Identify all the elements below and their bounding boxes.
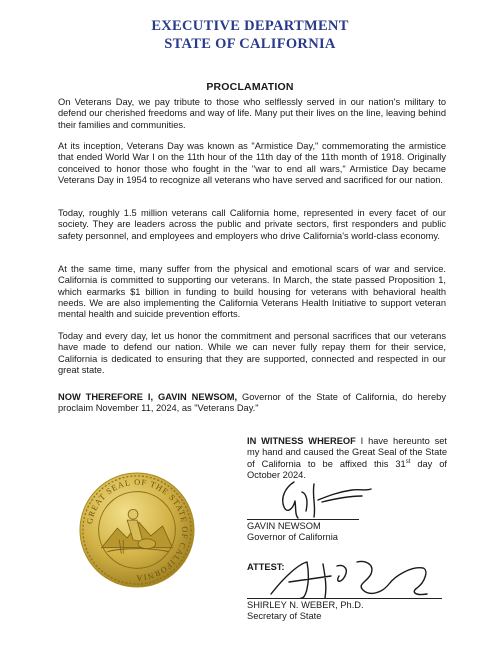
governor-block xyxy=(247,521,338,544)
paragraph-2: At its inception, Veterans Day was known as "Armistice Day," commemorating the armistice that ended World War I on the 11th hour of the 11th day of the 11th month of 1918. Originally conceived to honor those who fought in the "war to end all wars," Armistice Day became Veterans Day in 1954 to recognize all veterans who have served and sacrificed for our nation. xyxy=(58,141,446,185)
attest-label: ATTEST: xyxy=(247,562,285,572)
secretary-block xyxy=(247,600,364,623)
witness-bold: IN WITNESS WHEREOF xyxy=(247,436,356,446)
witness-paragraph xyxy=(247,436,447,481)
governor-name: GAVIN NEWSOM xyxy=(247,521,321,531)
governor-title: Governor of California xyxy=(247,532,338,543)
witness-text-end: day of October 2024. xyxy=(247,458,447,480)
secretary-signature xyxy=(265,554,435,604)
paragraph-5: Today and every day, let us honor the commitment and personal sacrifices that our veterans have made to defend our nation. While we can never fully repay them for their service, California is dedicated to ensuring that they are supported, connected and respected in our great state. xyxy=(58,331,446,375)
declaration-bold: NOW THEREFORE I, GAVIN NEWSOM, xyxy=(58,392,238,402)
secretary-name: SHIRLEY N. WEBER, Ph.D. xyxy=(247,600,364,610)
paragraph-3: Today, roughly 1.5 million veterans call California home, represented in every facet of our society. They are leaders across the public and private sectors, first responders and public safety personnel, and employees and employers who drive California's world-class economy. xyxy=(58,208,446,241)
great-seal-icon xyxy=(78,471,196,589)
header-line-2: STATE OF CALIFORNIA xyxy=(164,36,336,52)
secretary-signature-line xyxy=(247,598,442,599)
declaration-paragraph xyxy=(58,392,446,415)
paragraph-1: On Veterans Day, we pay tribute to those who selflessly served in our nation's military to defend our cherished freedoms and way of life. Many put their lives on the line, leaving behind their families and communities. xyxy=(58,97,446,130)
declaration-text: Governor of the State of California, do hereby proclaim November 11, 2024, as "Veterans Day." xyxy=(58,392,446,414)
seal-ring-text: GREAT SEAL OF THE STATE OF CALIFORNIA xyxy=(85,477,190,583)
header-line-1: EXECUTIVE DEPARTMENT xyxy=(151,18,349,34)
witness-text: I have hereunto set my hand and caused the Great Seal of the State of California to be affixed this 31 xyxy=(247,436,447,469)
governor-signature-line xyxy=(247,519,359,520)
document-title: PROCLAMATION xyxy=(206,81,294,93)
paragraph-4: At the same time, many suffer from the physical and emotional scars of war and service. California is committed to supporting our veterans. In March, the state passed Proposition 1, which earmarks $1 billion in funding to build housing for veterans with behavioral health needs. We are also implementing the California Veterans Health Initiative to support veteran mental health and suicide prevention efforts. xyxy=(58,264,446,320)
witness-day-suffix: st xyxy=(405,458,411,465)
governor-signature xyxy=(268,478,383,523)
secretary-title: Secretary of State xyxy=(247,611,322,622)
